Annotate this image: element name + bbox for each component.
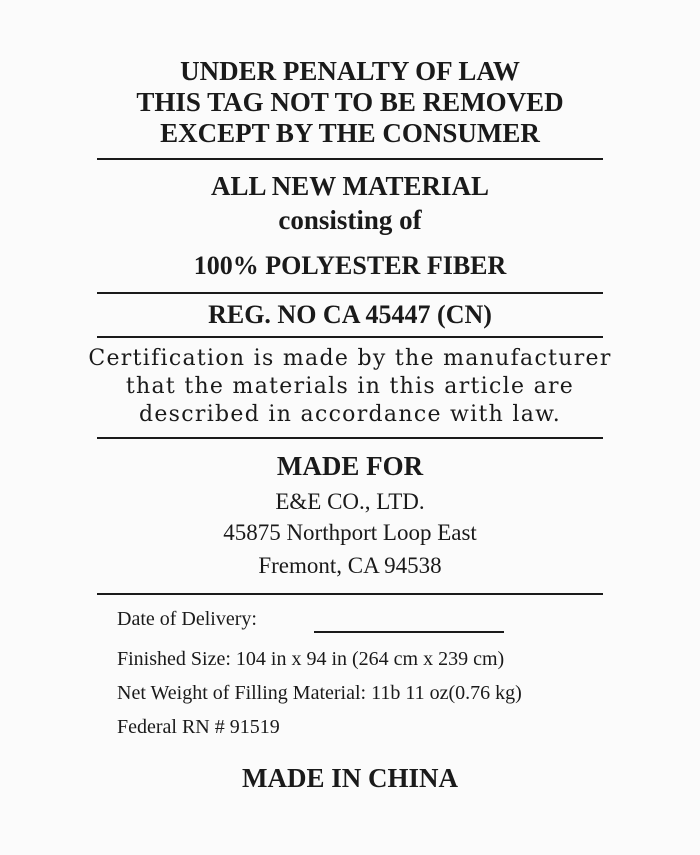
certification-line-3: described in accordance with law. bbox=[138, 402, 561, 427]
divider bbox=[97, 336, 603, 338]
registration-number: REG. NO CA 45447 (CN) bbox=[208, 300, 492, 329]
material-content: 100% POLYESTER FIBER bbox=[193, 251, 507, 280]
company-street: 45875 Northport Loop East bbox=[223, 520, 477, 545]
delivery-date-label: Date of Delivery: bbox=[117, 608, 257, 630]
net-weight: Net Weight of Filling Material: 11b 11 oz(0.76 kg) bbox=[117, 682, 522, 704]
certification-line-2: that the materials in this article are bbox=[125, 374, 575, 399]
certification-statement bbox=[0, 345, 700, 429]
divider bbox=[97, 437, 603, 439]
company-city: Fremont, CA 94538 bbox=[258, 553, 442, 578]
federal-rn: Federal RN # 91519 bbox=[117, 716, 280, 738]
divider bbox=[97, 158, 603, 160]
material-subheading: consisting of bbox=[278, 205, 422, 235]
warning-line-3: EXCEPT BY THE CONSUMER bbox=[160, 118, 540, 148]
warning-line-1: UNDER PENALTY OF LAW bbox=[180, 56, 520, 86]
finished-size: Finished Size: 104 in x 94 in (264 cm x 239 cm) bbox=[117, 648, 505, 670]
delivery-date-blank bbox=[314, 631, 504, 633]
warning-line-2: THIS TAG NOT TO BE REMOVED bbox=[136, 87, 564, 117]
certification-line-1: Certification is made by the manufacturer bbox=[88, 346, 612, 371]
company-name: E&E CO., LTD. bbox=[275, 489, 425, 514]
divider bbox=[97, 593, 603, 595]
divider bbox=[97, 292, 603, 294]
country-of-origin: MADE IN CHINA bbox=[242, 763, 458, 793]
warning-block bbox=[0, 56, 700, 149]
made-for-heading: MADE FOR bbox=[276, 451, 424, 481]
material-heading: ALL NEW MATERIAL bbox=[210, 171, 490, 201]
